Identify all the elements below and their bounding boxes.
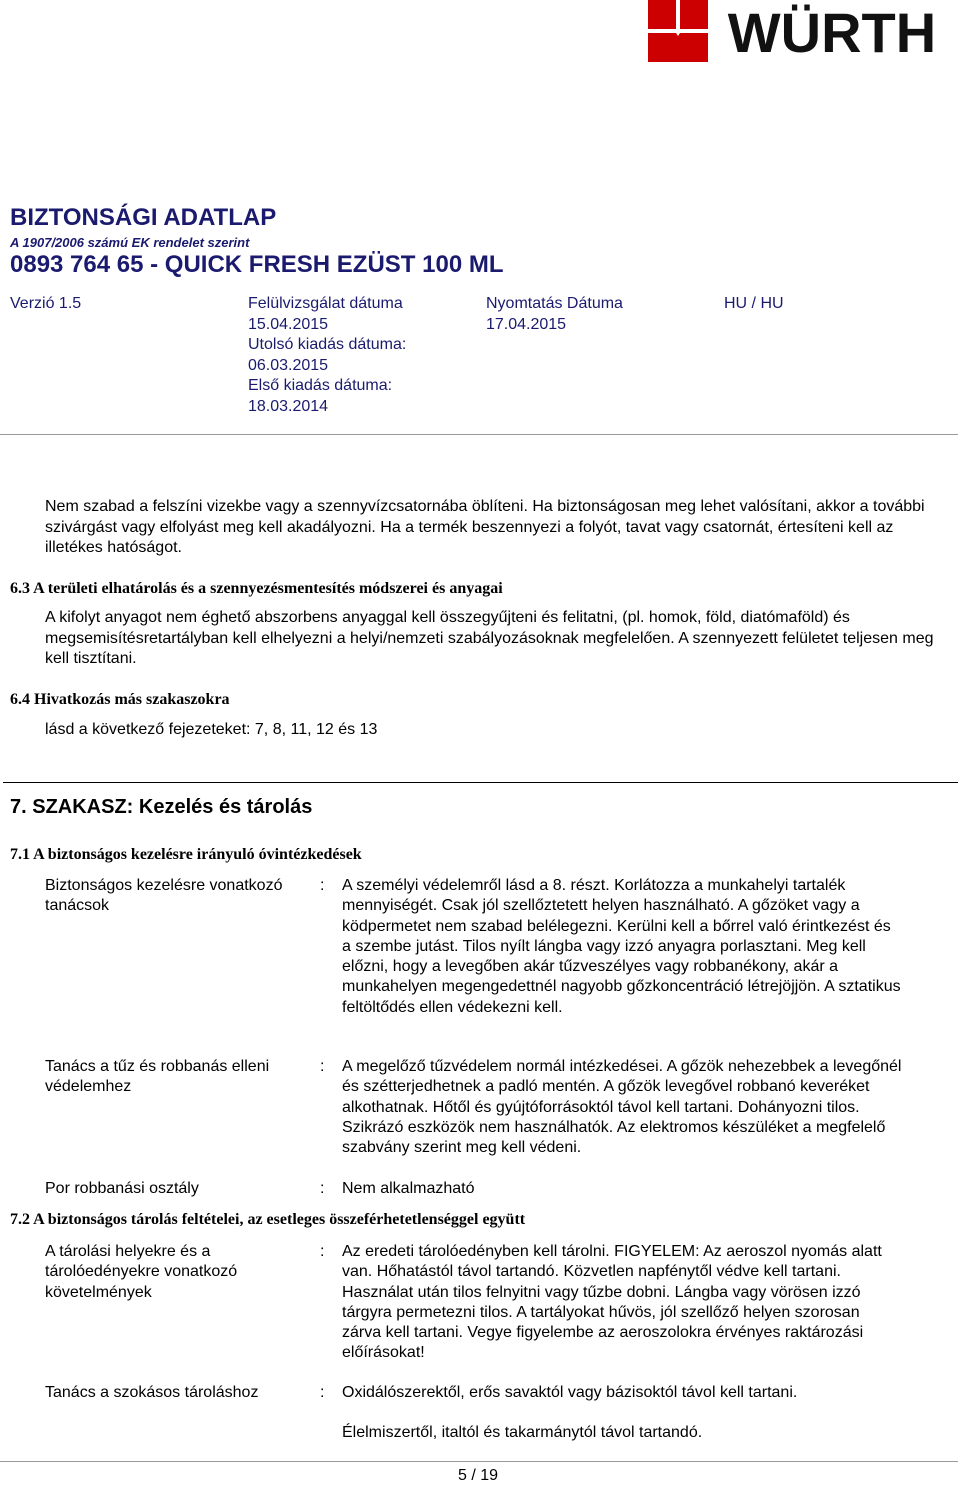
footer-divider [0,1461,958,1462]
row-value-continued: Élelmiszertől, italtól és takarmánytól távol tartandó. [342,1424,703,1441]
row-value: A személyi védelemről lásd a 8. részt. Korlátozza a munkahelyi tartalék mennyiségét. Csak jól szellőztetett helyen használható. A gőzöket vagy a ködpermetet nem szabad belélegezni. Kerülni kell a bőrrel való érintkezést és a szembe jutást. Tilos nyílt lángba vagy izzó anyagra porlasztani. Meg kell előzni, hogy a levegőben akár tűzveszélyes vagy robbanékony, akár a munkahelyen megengedettnél nagyobb gőzkoncentráció létrejöjjön. A sztatikus feltöltődés ellen védekezni kell. [342,877,901,1016]
document-title: BIZTONSÁGI ADATLAP [10,204,277,231]
row-label: Por robbanási osztály [45,1180,199,1197]
section6-intro: Nem szabad a felszíni vizekbe vagy a szennyvízcsatornába öblíteni. Ha biztonságosan meg lehet valósítani, akkor a további szivárgást vagy elfolyást meg kell akadályozni. Ha a termék beszennyezi a folyót, tavat vagy csatornát, értesíteni kell az illetékes hatóságot. [45,498,925,556]
row-value: Az eredeti tárolóedényben kell tárolni. FIGYELEM: Az aeroszol nyomás alatt van. Hőhatástól távol tartandó. Közvetlen napfénytől védve kell tartani. Használat után tilos felnyitni vagy tűzbe dobni. Lángba vagy vörösen izzó tárgyra permetezni tilos. A tartályokat hűvös, jól szellőző helyen szorosan zárva kell tartani. Vegye figyelembe az aeroszolokra érvényes raktározási előírásokat! [342,1243,882,1362]
revision-date: 15.04.2015 [248,315,329,333]
regulation-note: A 1907/2006 számú EK rendelet szerint [10,235,250,250]
revision-label: Felülvizsgálat dátuma [248,295,403,312]
wurth-logo [648,0,960,62]
version-label: Verzió 1.5 [10,295,82,312]
last-issue-date: 06.03.2015 [248,356,329,374]
row-colon: : [320,1384,325,1401]
row-value: Nem alkalmazható [342,1180,475,1197]
dates-block [248,294,406,417]
subsection-6-4-text: lásd a következő fejezeteket: 7, 8, 11, 12 és 13 [45,721,378,738]
row-label: Tanács a szokásos tároláshoz [45,1384,259,1401]
row-label: Biztonságos kezelésre vonatkozó tanácsok [45,877,283,915]
header-divider [0,434,958,435]
print-label: Nyomtatás Dátuma [486,295,623,312]
subsection-7-1-heading: 7.1 A biztonságos kezelésre irányuló óvintézkedések [10,846,362,863]
page-number: 5 / 19 [458,1467,499,1484]
row-colon: : [320,1058,325,1075]
section7-title: 7. SZAKASZ: Kezelés és tárolás [10,796,313,818]
logo-wordmark: WÜRTH [727,1,937,62]
locale-label: HU / HU [724,295,784,312]
row-label: A tárolási helyekre és a tárolóedényekre vonatkozó követelmények [45,1243,238,1301]
print-block [486,294,623,335]
product-name: 0893 764 65 - QUICK FRESH EZÜST 100 ML [10,251,504,278]
first-issue-label: Első kiadás dátuma: [248,377,393,394]
subsection-6-3-text: A kifolyt anyagot nem éghető abszorbens anyaggal kell összegyűjteni és felitatni, (pl. homok, föld, diatómaföld) és megsemisítésretartályban kell elhelyezni a helyi/nemzeti szabályozásoknak megfelelően. A szennyezett felületet teljesen meg kell tisztítani. [45,609,934,667]
first-issue-date: 18.03.2014 [248,397,329,415]
print-date: 17.04.2015 [486,315,567,333]
row-colon: : [320,877,325,894]
wurth-logo-graphic [648,0,960,62]
subsection-7-2-heading: 7.2 A biztonságos tárolás feltételei, az esetleges összeférhetetlenséggel együtt [10,1211,526,1228]
section-divider [3,782,958,783]
row-label: Tanács a tűz és robbanás elleni védelemhez [45,1058,270,1096]
subsection-6-4-heading: 6.4 Hivatkozás más szakaszokra [10,691,230,708]
last-issue-label: Utolsó kiadás dátuma: [248,336,407,353]
subsection-6-3-heading: 6.3 A területi elhatárolás és a szennyezésmentesítés módszerei és anyagai [10,580,503,597]
row-value: A megelőző tűzvédelem normál intézkedései. A gőzök nehezebbek a levegőnél és szétterjedhetnek a padló mentén. A gőzök levegővel robbanó keveréket alkothatnak. Hőtől és gyújtóforrásoktól távol kell tartani. Dohányozni tilos. Szikrázó eszközök nem használhatók. Az elektromos készüléket a megfelelő szabvány szerint meg kell védeni. [342,1058,902,1157]
logo-split [676,0,680,29]
row-value: Oxidálószerektől, erős savaktól vagy bázisoktól távol kell tartani. [342,1384,798,1401]
row-colon: : [320,1243,325,1260]
row-colon: : [320,1180,325,1197]
